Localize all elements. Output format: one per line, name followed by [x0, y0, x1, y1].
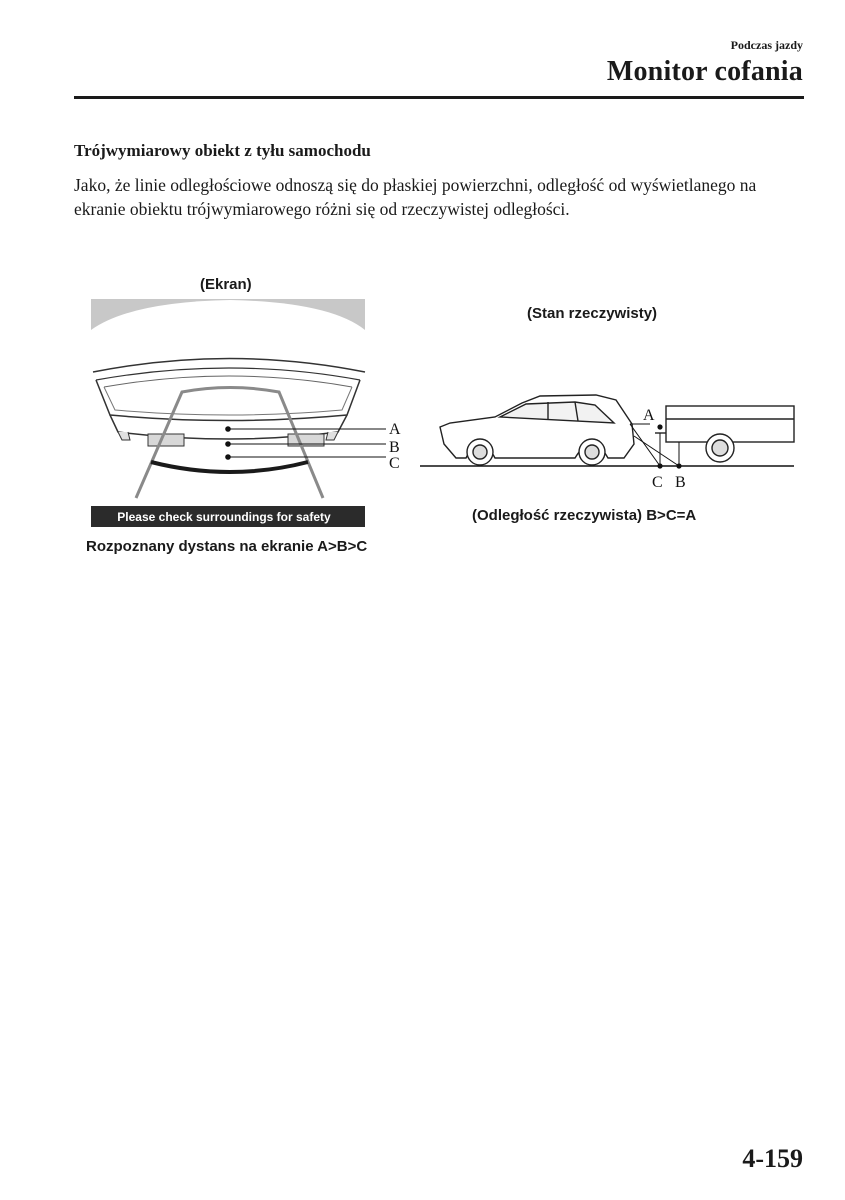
body-paragraph: Jako, że linie odległościowe odnoszą się do płaskiej powierzchni, odległość od wyświetlanego na ekranie obiektu trójwymiarowego różni się od rzeczywistej odległości. [74, 175, 757, 219]
suv [440, 395, 634, 465]
page-title: Monitor cofania [606, 56, 803, 87]
real-situation [420, 395, 794, 491]
subheading: Trójwymiarowy obiekt z tyłu samochodu [74, 141, 371, 160]
real-label-b: B [675, 474, 686, 491]
figure-caption-real: (Stan rzeczywisty) [527, 305, 658, 322]
figure-result-left: Rozpoznany dystans na ekranie A>B>C [86, 538, 368, 555]
figure-result-right: (Odległość rzeczywista) B>C=A [472, 507, 697, 524]
figure-caption-screen: (Ekran) [200, 276, 252, 293]
real-label-c: C [652, 474, 663, 491]
trailer [655, 406, 794, 462]
screen-label-b: B [389, 439, 400, 456]
real-label-a: A [643, 407, 655, 424]
section-label: Podczas jazdy [730, 38, 803, 52]
page-number: 4-159 [742, 1144, 803, 1173]
screen-label-a: A [389, 421, 401, 438]
screen-label-c: C [389, 455, 400, 472]
camera-screen [91, 299, 401, 527]
screen-banner-text: Please check surroundings for safety [117, 510, 331, 524]
